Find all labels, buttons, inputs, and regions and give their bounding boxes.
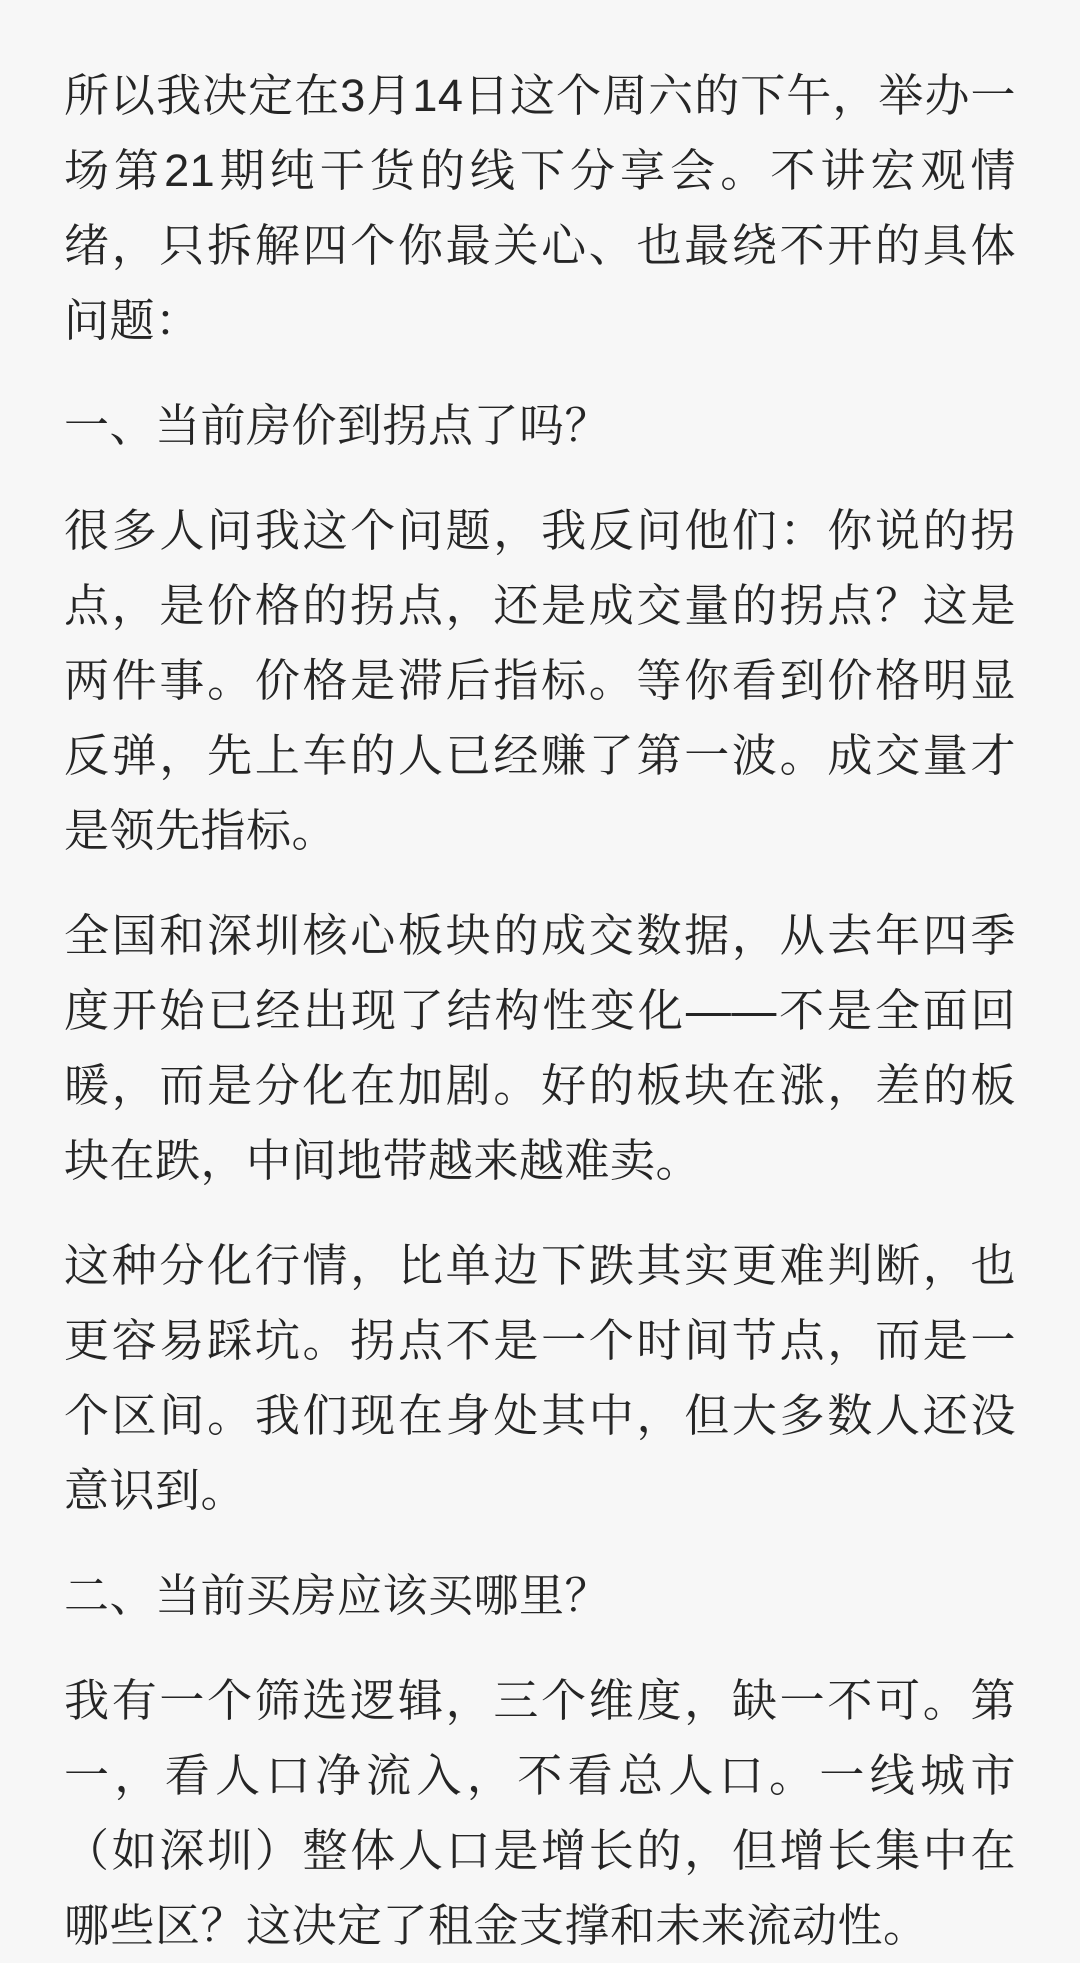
body-paragraph-4: 我有一个筛选逻辑，三个维度，缺一不可。第一，看人口净流入，不看总人口。一线城市（如深圳）整体人口是增长的，但增长集中在哪些区？这决定了租金支撑和未来流动性。 xyxy=(64,1675,1016,1951)
intro-paragraph: 所以我决定在3月14日这个周六的下午，举办一场第21期纯干货的线下分享会。不讲宏观情绪，只拆解四个你最关心、也最绕不开的具体问题： xyxy=(64,70,1016,346)
body-paragraph-3: 这种分化行情，比单边下跌其实更难判断，也更容易踩坑。拐点不是一个时间节点，而是一个区间。我们现在身处其中，但大多数人还没意识到。 xyxy=(64,1240,1016,1516)
body-paragraph-2: 全国和深圳核心板块的成交数据，从去年四季度开始已经出现了结构性变化——不是全面回暖，而是分化在加剧。好的板块在涨，差的板块在跌，中间地带越来越难卖。 xyxy=(64,910,1016,1186)
section-heading-2: 二、当前买房应该买哪里？ xyxy=(64,1570,611,1621)
section-heading-1: 一、当前房价到拐点了吗？ xyxy=(64,400,611,451)
body-paragraph-1: 很多人问我这个问题，我反问他们：你说的拐点，是价格的拐点，还是成交量的拐点？这是两件事。价格是滞后指标。等你看到价格明显反弹，先上车的人已经赚了第一波。成交量才是领先指标。 xyxy=(64,505,1016,856)
